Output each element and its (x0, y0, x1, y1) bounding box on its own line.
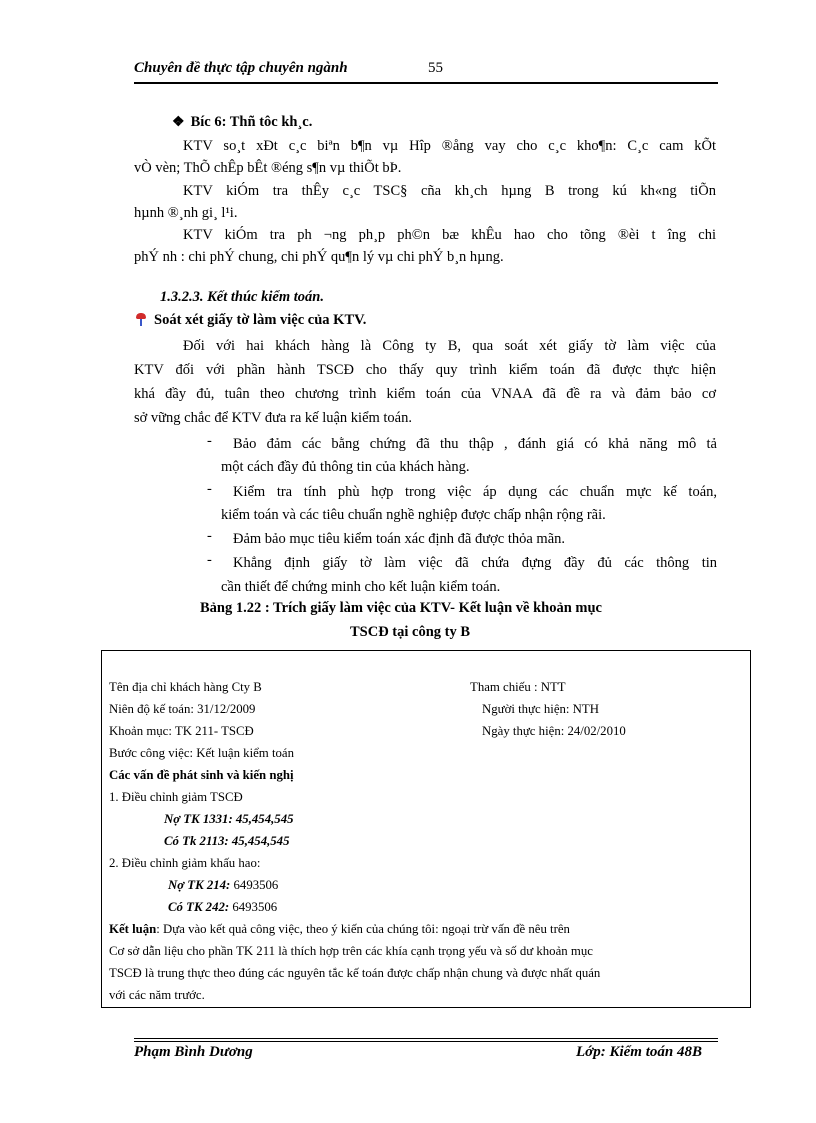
table-caption-line-1: Bảng 1.22 : Trích giấy làm việc của KTV- Kết luận về khoản mục (200, 600, 602, 616)
paragraph-3-line-1: KTV kiÓm tra ph ¬ng ph¸p ph©n bæ khÊu hao cho tõng ®èi t îng chi (183, 227, 716, 243)
paragraph-3-line-2: phÝ nh : chi phÝ chung, chi phÝ qu¶n lý vµ chi phÝ b¸n hµng. (134, 249, 504, 265)
conclusion-text-1: : Dựa vào kết quả công việc, theo ý kiến của chúng tôi: ngoại trừ vấn đề nêu trên (156, 922, 570, 936)
diamond-bullet-icon: ❖ (172, 115, 185, 130)
step-heading (172, 114, 312, 131)
section-title: 1.3.2.3. Kết thúc kiểm toán. (160, 289, 324, 305)
bullet-3-line-1: Đảm bảo mục tiêu kiểm toán xác định đã được thỏa mãn. (233, 531, 566, 547)
conclusion-line-3: TSCĐ là trung thực theo đúng các nguyên tắc kế toán được chấp nhận chung và được nhất quán (109, 966, 601, 980)
table-caption-line-2: TSCĐ tại công ty B (350, 624, 471, 640)
footer-rule (134, 1038, 718, 1039)
adjustment-2-debit-value: 6493506 (230, 878, 279, 892)
working-paper-box (101, 650, 751, 1008)
adjustment-2-debit (168, 878, 278, 893)
pushpin-icon (134, 312, 148, 326)
adjustment-2-credit (168, 900, 277, 915)
paragraph-1-line-1: KTV so¸t xÐt c¸c biªn b¶n vµ Hîp ®ång vay cho c¸c kho¶n: C¸c cam kÕt (183, 138, 716, 154)
conclusion-line-1 (109, 922, 743, 937)
performer-field: Người thực hiện: NTH (482, 702, 599, 716)
paragraph-2-line-2: hµnh ®¸nh gi¸ l¹i. (134, 205, 238, 221)
paragraph-2-line-1: KTV kiÓm tra thÊy c¸c TSC§ cña kh¸ch hµng B trong kú kh«ng tiÕn (183, 183, 716, 199)
bullet-mark: - (207, 481, 212, 497)
date-field: Ngày thực hiện: 24/02/2010 (482, 724, 626, 738)
work-step-field: Bước công việc: Kết luận kiểm toán (109, 746, 294, 760)
step-label: Bíc 6: Thñ tôc kh¸c. (190, 114, 313, 130)
adjustment-2-credit-label: Có TK 242: (168, 900, 230, 914)
adjustment-2-credit-value: 6493506 (229, 900, 278, 914)
adjustment-1-debit: Nợ TK 1331: 45,454,545 (164, 812, 294, 826)
bullet-1-line-1: Bảo đảm các bằng chứng đã thu thập , đánh giá có khả năng mô tả (233, 436, 717, 452)
bullet-4-line-2: cần thiết để chứng minh cho kết luận kiểm toán. (221, 579, 501, 595)
account-field: Khoản mục: TK 211- TSCĐ (109, 724, 254, 738)
conclusion-label: Kết luận (109, 922, 157, 936)
bullet-2-line-2: kiểm toán và các tiêu chuẩn nghề nghiệp được chấp nhận rộng rãi. (221, 507, 606, 523)
reference-field: Tham chiếu : NTT (470, 680, 566, 694)
bullet-mark: - (207, 433, 212, 449)
header-title (134, 60, 443, 77)
intro-line-1: Đối với hai khách hàng là Công ty B, qua soát xét giấy tờ làm việc của (183, 338, 716, 354)
adjustment-2: 2. Điều chỉnh giảm khấu hao: (109, 856, 261, 870)
bullet-1-line-2: một cách đầy đủ thông tin của khách hàng. (221, 459, 470, 475)
footer-author: Phạm Bình Dương (134, 1044, 253, 1060)
adjustment-1-credit: Có Tk 2113: 45,454,545 (164, 834, 290, 848)
footer-rule (134, 1041, 718, 1042)
conclusion-line-4: với các năm trước. (109, 988, 205, 1002)
header-title-text: Chuyên đề thực tập chuyên ngành (134, 60, 348, 76)
paragraph-1-line-2: vÒ vèn; ThÕ chÊp bÊt ®éng s¶n vµ thiÕt bÞ. (134, 160, 402, 176)
section-subtitle (134, 312, 366, 329)
header-rule (134, 82, 718, 84)
fiscal-year-field: Niên độ kế toán: 31/12/2009 (109, 702, 256, 716)
client-field: Tên địa chỉ khách hàng Cty B (109, 680, 262, 694)
section-subtitle-text: Soát xét giấy tờ làm việc của KTV. (154, 312, 367, 328)
bullet-4-line-1: Khẳng định giấy tờ làm việc đã chứa đựng đầy đủ các thông tin (233, 555, 717, 571)
footer-class: Lớp: Kiểm toán 48B (576, 1044, 702, 1060)
issues-heading: Các vấn đề phát sinh và kiến nghị (109, 768, 294, 782)
intro-line-4: sở vững chắc để KTV đưa ra kế luận kiểm toán. (134, 410, 412, 426)
intro-line-2: KTV đối với phần hành TSCĐ cho thấy quy trình kiểm toán đã được thực hiện (134, 362, 716, 378)
bullet-2-line-1: Kiểm tra tính phù hợp trong việc áp dụng các chuẩn mực kế toán, (233, 484, 717, 500)
intro-line-3: khá đầy đủ, tuân theo chương trình kiểm toán của VNAA đã đề ra và đảm bảo cơ (134, 386, 716, 402)
adjustment-1: 1. Điều chỉnh giảm TSCĐ (109, 790, 243, 804)
bullet-mark: - (207, 528, 212, 544)
bullet-mark: - (207, 552, 212, 568)
conclusion-line-2: Cơ sở dẫn liệu cho phần TK 211 là thích hợp trên các khía cạnh trọng yếu và số dư khoản mục (109, 944, 593, 958)
adjustment-2-debit-label: Nợ TK 214: (168, 878, 231, 892)
page-number: 55 (428, 60, 443, 76)
